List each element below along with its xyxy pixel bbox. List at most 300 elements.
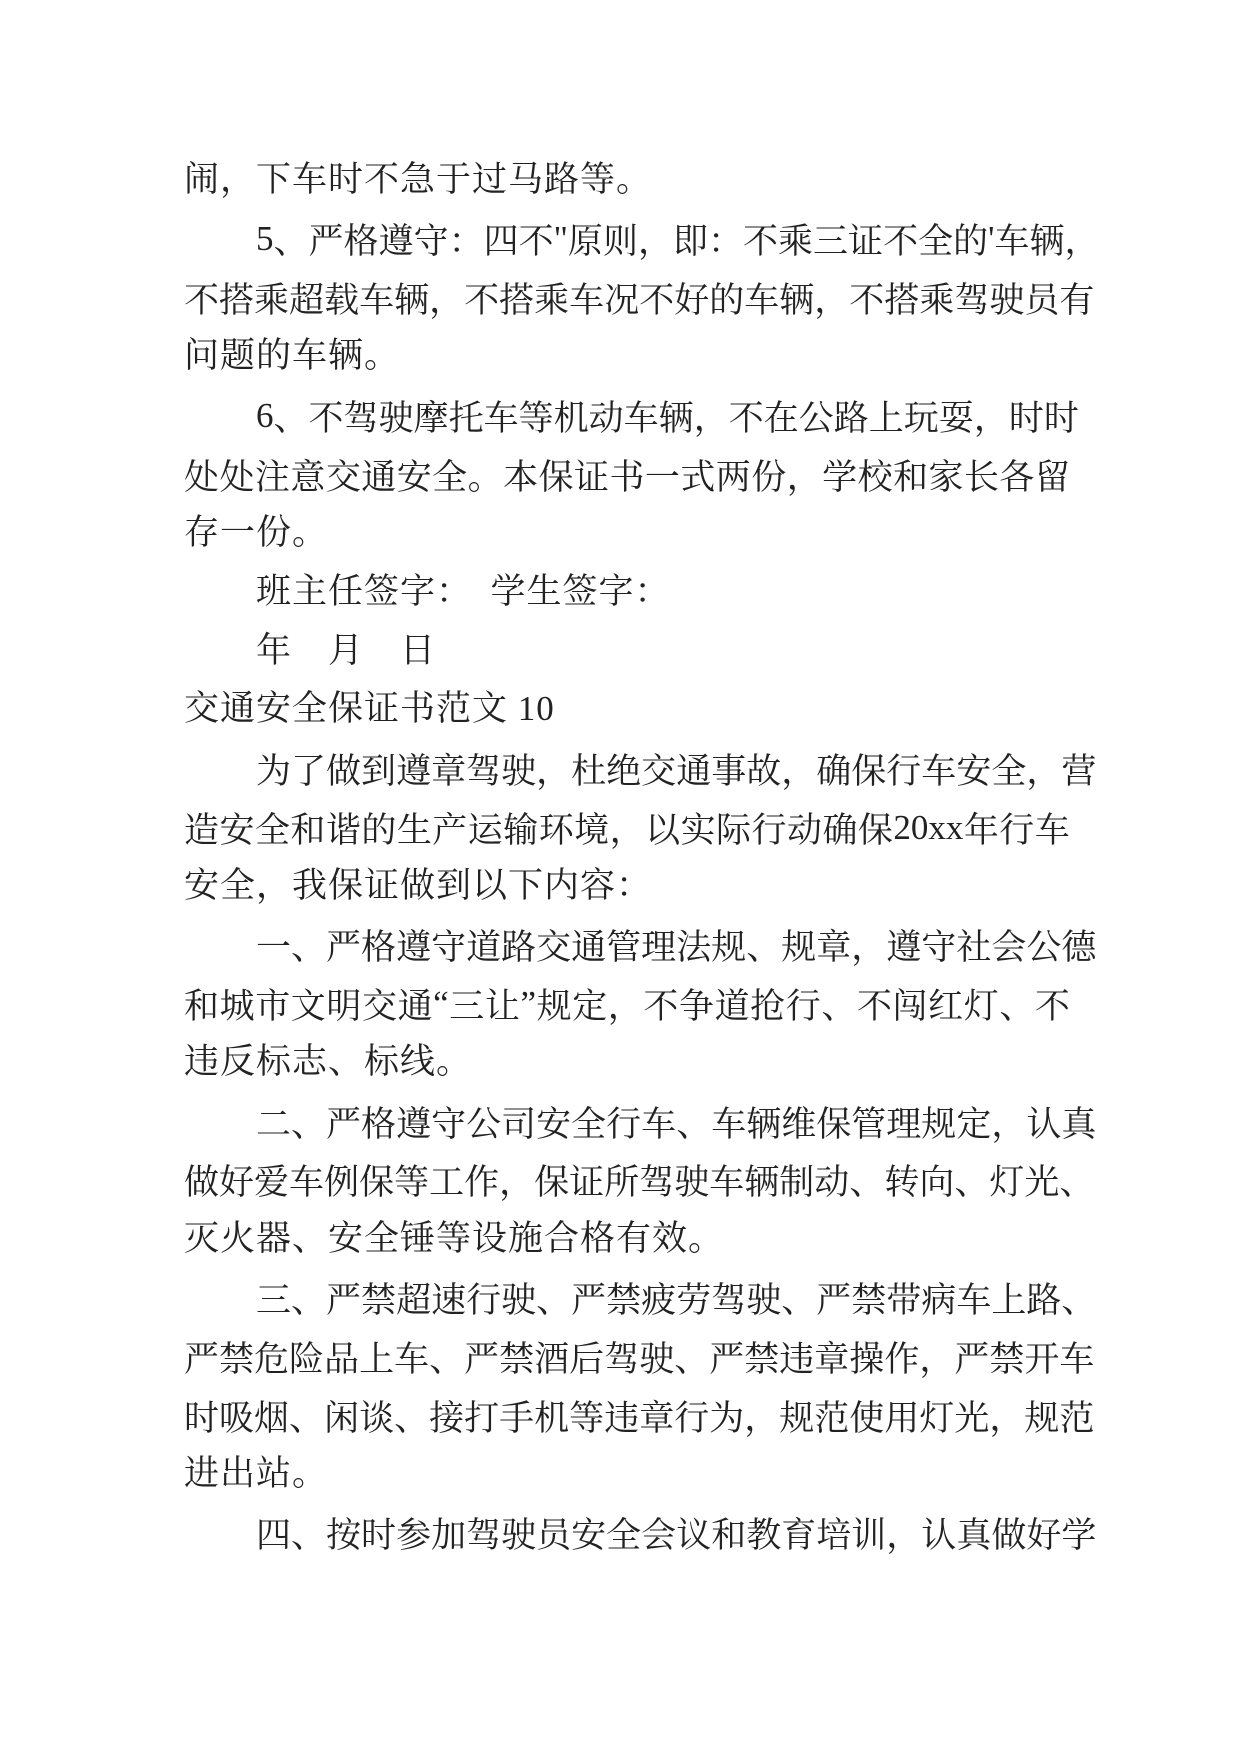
text-token: 打 <box>464 1398 500 1438</box>
text-token: 造 <box>184 810 220 850</box>
text-token: 通 <box>361 457 397 497</box>
text-token: 公 <box>1026 928 1062 968</box>
text-token: 好 <box>1026 1516 1062 1556</box>
text-token: 安 <box>396 457 432 497</box>
text-token: 全 <box>254 810 290 850</box>
text-token: 所 <box>604 1163 640 1203</box>
text-token: 行 <box>999 810 1035 850</box>
text-token: 育 <box>781 1516 817 1556</box>
text-token: 严 <box>326 1281 362 1321</box>
text-token: 交 <box>325 457 361 497</box>
text-token: 时 <box>361 1516 397 1556</box>
text-token: 安 <box>219 810 255 850</box>
text-token: 真 <box>956 1516 992 1556</box>
text-token: 注 <box>254 457 290 497</box>
text-token: 路 <box>833 398 869 438</box>
text-token: 上 <box>359 1339 395 1379</box>
text-token: 书 <box>609 457 645 497</box>
text-token: 摩 <box>413 398 449 438</box>
text-token: 玩 <box>903 398 939 438</box>
text-token: 乘 <box>534 281 570 321</box>
text-token: 不 <box>639 281 675 321</box>
text-token: 等 <box>394 1163 430 1203</box>
text-token: 守 <box>921 928 957 968</box>
text-token: ， <box>781 751 817 791</box>
text-token: 时 <box>1008 398 1044 438</box>
text-token: ” <box>520 984 537 1023</box>
text-token: 守 <box>431 928 467 968</box>
text-token: 驶 <box>989 281 1025 321</box>
text-line: 违反标志、标线。 <box>184 1042 473 1082</box>
text-token: 加 <box>431 1516 467 1556</box>
text-token: 绝 <box>606 751 642 791</box>
text-token: 行 <box>751 810 787 850</box>
text-token: 规 <box>781 928 817 968</box>
text-token: 严 <box>184 1339 220 1379</box>
text-token: 车 <box>711 1104 747 1144</box>
text-token: ， <box>637 222 673 262</box>
text-token: 严 <box>326 928 362 968</box>
text-token: 驶 <box>501 1281 537 1321</box>
text-token: 辆 <box>746 1104 782 1144</box>
text-token: 路 <box>501 928 537 968</box>
text-token: 、 <box>429 1339 465 1379</box>
text-token: 严 <box>326 1104 362 1144</box>
text-line: 闹，下车时不急于过马路等。 <box>184 160 653 199</box>
text-token: 不 <box>743 222 779 262</box>
text-token: ， <box>991 1104 1027 1144</box>
text-token: 遵 <box>886 928 922 968</box>
text-token: 按 <box>326 1516 362 1556</box>
text-token: 事 <box>711 751 747 791</box>
text-token: 危 <box>254 1339 290 1379</box>
text-token: 公 <box>798 398 834 438</box>
text-line <box>184 1386 1095 1445</box>
text-token: 安 <box>956 751 992 791</box>
text-token: 行 <box>674 1398 710 1438</box>
text-token: 劳 <box>676 1281 712 1321</box>
text-token: 培 <box>816 1516 852 1556</box>
text-token: 三 <box>813 222 849 262</box>
text-token: 训 <box>851 1516 887 1556</box>
text-token: ， <box>886 1516 922 1556</box>
text-token: 保 <box>359 1163 395 1203</box>
text-token: 范 <box>814 1398 850 1438</box>
text-token: 车 <box>744 281 780 321</box>
text-token: 做 <box>326 751 362 791</box>
text-token: 道 <box>714 987 750 1026</box>
text-token: 法 <box>676 928 712 968</box>
text-token: 二 <box>256 1104 292 1144</box>
text-token: 工 <box>429 1163 465 1203</box>
text-token: 车 <box>1034 810 1070 850</box>
text-token: 驾 <box>466 751 502 791</box>
text-token: 格 <box>343 222 379 262</box>
text-token: 家 <box>928 457 964 497</box>
text-token: 辆 <box>779 281 815 321</box>
text-token: 不 <box>883 222 919 262</box>
text-token: ， <box>786 457 822 497</box>
text-token: 灯 <box>963 987 999 1026</box>
section-heading: 交通安全保证书范文 10 <box>184 689 555 729</box>
text-token: 使 <box>849 1398 885 1438</box>
text-token: 作 <box>884 1339 920 1379</box>
text-token: 机 <box>553 398 589 438</box>
text-token: 、 <box>291 1281 327 1321</box>
text-token: 辆 <box>394 281 430 321</box>
text-token: 的 <box>361 810 397 850</box>
text-token: 、 <box>291 1104 327 1144</box>
text-token: 驶 <box>746 1281 782 1321</box>
text-token: 有 <box>1059 281 1095 321</box>
text-token: 严 <box>308 222 344 262</box>
text-token: 际 <box>716 810 752 850</box>
text-token: 章 <box>639 1398 675 1438</box>
text-token: 不 <box>856 987 892 1026</box>
text-token: 为 <box>256 751 292 791</box>
text-token: 禁 <box>606 1281 642 1321</box>
text-token: 车 <box>394 1339 430 1379</box>
text-token: 、 <box>291 928 327 968</box>
text-token: 、 <box>291 1516 327 1556</box>
text-line <box>184 1328 1095 1387</box>
text-token: 确 <box>822 810 858 850</box>
text-token: 做 <box>184 1163 220 1203</box>
text-token: 驾 <box>466 1516 502 1556</box>
text-token: 。 <box>467 457 503 497</box>
text-token: 、 <box>1061 1281 1097 1321</box>
text-line <box>184 210 1100 269</box>
text-token: 车 <box>1059 1339 1095 1379</box>
text-token: 灯 <box>919 1398 955 1438</box>
text-token: 四 <box>483 222 519 262</box>
text-token: 、 <box>273 398 309 438</box>
text-token: 、 <box>781 1281 817 1321</box>
text-token: 三 <box>256 1281 292 1321</box>
text-token: 争 <box>678 987 714 1026</box>
text-token: 会 <box>641 1516 677 1556</box>
text-token: 托 <box>448 398 484 438</box>
text-token: 违 <box>604 1398 640 1438</box>
text-line: 安全，我保证做到以下内容： <box>184 865 653 905</box>
text-token: 格 <box>361 928 397 968</box>
text-token: 三 <box>449 987 485 1026</box>
text-line <box>184 1269 1097 1328</box>
text-token: 禁 <box>851 1281 887 1321</box>
text-token: ， <box>536 751 572 791</box>
text-token: 驶 <box>674 1163 710 1203</box>
text-token: 光 <box>1024 1163 1060 1203</box>
text-token: 、 <box>746 928 782 968</box>
text-token: 禁 <box>499 1339 535 1379</box>
text-token: 酒 <box>534 1339 570 1379</box>
text-token: 20xx <box>893 807 964 847</box>
text-token: 、 <box>536 1281 572 1321</box>
text-token: 带 <box>886 1281 922 1321</box>
text-token: 和 <box>711 1516 747 1556</box>
text-token: ， <box>1064 222 1100 262</box>
text-token: 不 <box>1034 987 1070 1026</box>
text-token: ， <box>744 1398 780 1438</box>
text-token: 安 <box>571 1516 607 1556</box>
text-token: 、 <box>849 1163 885 1203</box>
text-token: 保 <box>534 1163 570 1203</box>
text-token: 故 <box>746 751 782 791</box>
text-token: 证 <box>573 457 609 497</box>
text-line <box>184 269 1095 328</box>
text-token: 不 <box>728 398 764 438</box>
text-token: 管 <box>606 928 642 968</box>
text-token: 制 <box>779 1163 815 1203</box>
text-token: 全 <box>571 1104 607 1144</box>
text-token: 到 <box>361 751 397 791</box>
text-token: 不 <box>849 281 885 321</box>
text-token: 通 <box>571 928 607 968</box>
text-token: 驾 <box>954 281 990 321</box>
text-token: 手 <box>499 1398 535 1438</box>
text-token: 、 <box>954 1163 990 1203</box>
text-line <box>184 386 1079 445</box>
text-token: 规 <box>1024 1398 1060 1438</box>
text-token: 辆 <box>1029 222 1065 262</box>
text-token: 上 <box>991 1281 1027 1321</box>
text-token: 禁 <box>744 1339 780 1379</box>
text-token: 会 <box>991 928 1027 968</box>
text-token: 通 <box>676 751 712 791</box>
text-line: 进出站。 <box>184 1454 329 1494</box>
text-token: 全 <box>432 457 468 497</box>
text-token: 车 <box>483 398 519 438</box>
text-token: 搭 <box>884 281 920 321</box>
text-token: 年 <box>963 810 999 850</box>
text-token: ： <box>707 222 743 262</box>
text-token: 全 <box>918 222 954 262</box>
text-token: 红 <box>928 987 964 1026</box>
text-token: 章 <box>431 751 467 791</box>
text-token: 开 <box>1024 1339 1060 1379</box>
text-token: 搭 <box>499 281 535 321</box>
text-token: 时 <box>1043 398 1079 438</box>
text-token: 实 <box>680 810 716 850</box>
text-token: 驾 <box>639 1163 675 1203</box>
text-token: 转 <box>884 1163 920 1203</box>
text-line <box>184 975 1070 1034</box>
text-token: 留 <box>1034 457 1070 497</box>
text-token: 理 <box>641 928 677 968</box>
text-token: 学 <box>822 457 858 497</box>
text-token: 辆 <box>658 398 694 438</box>
text-token: 驶 <box>501 1516 537 1556</box>
text-token: 例 <box>324 1163 360 1203</box>
text-token: 时 <box>184 1398 220 1438</box>
text-token: 等 <box>518 398 554 438</box>
text-token: 遵 <box>396 1104 432 1144</box>
text-token: 各 <box>999 457 1035 497</box>
text-token: 守 <box>431 1104 467 1144</box>
text-token: 校 <box>857 457 893 497</box>
text-token: 不 <box>184 281 220 321</box>
text-line <box>184 916 1097 975</box>
text-token: 文 <box>290 987 326 1026</box>
text-token: 乘 <box>778 222 814 262</box>
text-line <box>184 1092 1097 1151</box>
text-token: 驶 <box>378 398 414 438</box>
text-token: 管 <box>851 1104 887 1144</box>
text-token: 严 <box>816 1281 852 1321</box>
text-token: ， <box>851 928 887 968</box>
text-token: 德 <box>1061 928 1097 968</box>
text-line: 存一份。 <box>184 512 329 552</box>
text-token: 、 <box>674 1339 710 1379</box>
text-token: 规 <box>711 928 747 968</box>
text-token: 接 <box>429 1398 465 1438</box>
text-token: 原 <box>567 222 603 262</box>
text-token: 用 <box>884 1398 920 1438</box>
text-token: 超 <box>289 281 325 321</box>
text-token: 严 <box>954 1339 990 1379</box>
text-token: 则 <box>602 222 638 262</box>
text-token: 安 <box>536 1104 572 1144</box>
text-token: 运 <box>467 810 503 850</box>
text-token: 不 <box>308 398 344 438</box>
text-token: 维 <box>781 1104 817 1144</box>
text-token: 员 <box>1024 281 1060 321</box>
text-token: 动 <box>814 1163 850 1203</box>
text-token: 环 <box>538 810 574 850</box>
text-token: 严 <box>464 1339 500 1379</box>
text-token: 闲 <box>324 1398 360 1438</box>
text-token: 爱 <box>254 1163 290 1203</box>
text-line: 问题的车辆。 <box>184 336 401 376</box>
text-token: 、 <box>676 1104 712 1144</box>
text-token: ， <box>989 1398 1025 1438</box>
text-token: 、 <box>394 1398 430 1438</box>
text-token: 行 <box>886 751 922 791</box>
text-token: 车 <box>641 1104 677 1144</box>
text-token: 即 <box>672 222 708 262</box>
text-token: 保 <box>538 457 574 497</box>
text-token: 乘 <box>254 281 290 321</box>
text-token: 谐 <box>325 810 361 850</box>
text-token: 耍 <box>938 398 974 438</box>
text-token: 车 <box>956 1281 992 1321</box>
text-token: 的 <box>953 222 989 262</box>
text-token: 证 <box>569 1163 605 1203</box>
text-token: 、 <box>999 987 1035 1026</box>
text-token: " <box>553 219 568 259</box>
text-token: 定 <box>572 987 608 1026</box>
text-token: 处 <box>184 457 220 497</box>
text-token: 行 <box>785 987 821 1026</box>
text-line: 灭火器、安全锤等设施合格有效。 <box>184 1218 725 1258</box>
text-token: 后 <box>569 1339 605 1379</box>
text-token: 四 <box>256 1516 292 1556</box>
text-token: 遵 <box>396 751 432 791</box>
text-token: ， <box>973 398 1009 438</box>
text-token: 全 <box>991 751 1027 791</box>
text-token: 让 <box>484 987 520 1026</box>
text-token: 市 <box>255 987 291 1026</box>
text-token: 遵 <box>396 928 432 968</box>
text-token: 车 <box>921 751 957 791</box>
document-lines <box>184 151 1100 1563</box>
text-token: 式 <box>680 457 716 497</box>
text-token: 和 <box>893 457 929 497</box>
text-token: 驾 <box>604 1339 640 1379</box>
text-token: 长 <box>963 457 999 497</box>
text-token: ' <box>988 219 995 259</box>
text-token: 章 <box>814 1339 850 1379</box>
text-token: 5 <box>256 219 274 259</box>
text-token: 生 <box>396 810 432 850</box>
text-token: 和 <box>184 987 220 1026</box>
text-token: 好 <box>674 281 710 321</box>
text-token: 上 <box>868 398 904 438</box>
text-token: 通 <box>397 987 433 1026</box>
text-token: ， <box>693 398 729 438</box>
text-token: 驾 <box>343 398 379 438</box>
text-token: 疲 <box>641 1281 677 1321</box>
text-token: 驶 <box>639 1339 675 1379</box>
text-token: 行 <box>606 1104 642 1144</box>
text-token: 一 <box>644 457 680 497</box>
text-token: “ <box>433 984 449 1023</box>
text-token: 守 <box>413 222 449 262</box>
text-token: 章 <box>816 928 852 968</box>
text-token: 明 <box>326 987 362 1026</box>
text-token: 规 <box>779 1398 815 1438</box>
text-token: 保 <box>851 751 887 791</box>
text-token: 交 <box>361 987 397 1026</box>
text-token: 城 <box>219 987 255 1026</box>
text-token: 输 <box>503 810 539 850</box>
text-token: 了 <box>291 751 327 791</box>
text-token: 6 <box>256 395 274 435</box>
text-token: 为 <box>709 1398 745 1438</box>
text-token: 辆 <box>744 1163 780 1203</box>
text-token: 超 <box>396 1281 432 1321</box>
text-token: 灯 <box>989 1163 1025 1203</box>
text-token: 产 <box>432 810 468 850</box>
text-token: 禁 <box>219 1339 255 1379</box>
text-token: 不 <box>643 987 679 1026</box>
text-token: 搭 <box>219 281 255 321</box>
text-token: 议 <box>676 1516 712 1556</box>
text-token: 烟 <box>254 1398 290 1438</box>
text-token: 车 <box>623 398 659 438</box>
text-token: 两 <box>715 457 751 497</box>
text-token: 作 <box>464 1163 500 1203</box>
text-token: 动 <box>786 810 822 850</box>
text-token: 的 <box>709 281 745 321</box>
text-token: ： <box>448 222 484 262</box>
text-token: 禁 <box>989 1339 1025 1379</box>
text-token: 、 <box>821 987 857 1026</box>
text-line <box>184 1504 1097 1563</box>
text-token: 证 <box>848 222 884 262</box>
text-token: 认 <box>1026 1104 1062 1144</box>
text-token: 机 <box>534 1398 570 1438</box>
text-line <box>184 445 1070 504</box>
text-line <box>184 798 1070 857</box>
text-token: 定 <box>956 1104 992 1144</box>
text-token: 车 <box>289 1163 325 1203</box>
text-token: 向 <box>919 1163 955 1203</box>
text-token: 司 <box>501 1104 537 1144</box>
text-token: 份 <box>751 457 787 497</box>
text-token: 光 <box>954 1398 990 1438</box>
text-token: 认 <box>921 1516 957 1556</box>
